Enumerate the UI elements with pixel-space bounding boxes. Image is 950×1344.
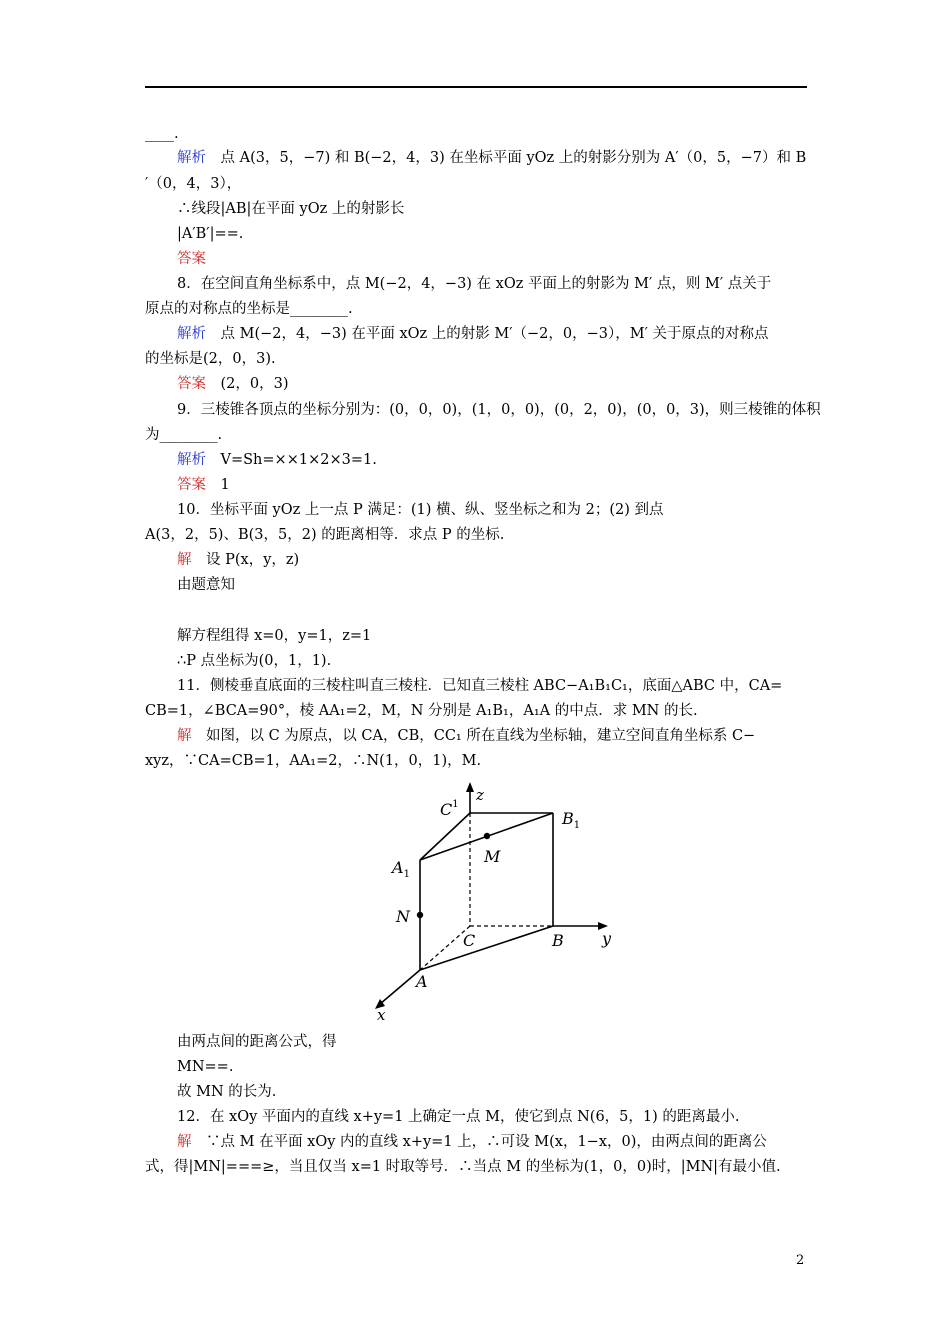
- line-20: ∴P 点坐标为(0，1，1).: [177, 653, 332, 669]
- line-0: ____.: [145, 126, 179, 142]
- line-head: 解: [177, 728, 192, 744]
- line-14: 答案 1: [177, 477, 230, 493]
- label-b: B: [552, 931, 564, 950]
- label-c: C: [463, 931, 476, 950]
- line-head: 解析: [177, 150, 206, 166]
- line-7: 原点的对称点的坐标是________.: [145, 301, 353, 317]
- label-z: z: [476, 786, 484, 804]
- line-19: 解方程组得 x=0，y=1，z=1: [177, 628, 372, 644]
- line-15: 10．坐标平面 yOz 上一点 P 满足：(1) 横、纵、竖坐标之和为 2；(2) 到点: [177, 502, 664, 518]
- page-number: 2: [796, 1253, 805, 1268]
- z-arrow-icon: [466, 782, 474, 792]
- header-rule: [145, 86, 807, 88]
- point-m: [484, 833, 490, 839]
- line-25: 由两点间的距离公式，得: [177, 1034, 337, 1050]
- label-x: x: [377, 1006, 386, 1020]
- line-2: ′（0，4，3），: [145, 176, 242, 192]
- line-1: 解析 点 A(3，5，−7) 和 B(−2，4，3) 在坐标平面 yOz 上的射影分别为 A′（0，5，−7）和 B: [177, 150, 807, 166]
- line-17: 解 设 P(x，y，z): [177, 552, 300, 568]
- label-m: M: [484, 847, 501, 866]
- line-3: ∴线段|AB|在平面 yOz 上的射影长: [177, 201, 405, 217]
- line-13: 解析 V=Sh=××1×2×3=1.: [177, 452, 377, 468]
- prism-figure: [360, 780, 620, 1020]
- line-22: CB=1，∠BCA=90°，棱 AA₁=2，M，N 分别是 A₁B₁，A₁A 的中点．求 MN 的长.: [145, 703, 698, 719]
- label-y: y: [602, 929, 612, 948]
- label-a: A: [416, 972, 428, 991]
- line-head: 解: [177, 1134, 192, 1150]
- line-10: 答案 (2，0，3): [177, 376, 289, 392]
- line-30: 式，得|MN|===≥，当且仅当 x=1 时取等号．∴当点 M 的坐标为(1，0，0)时，|MN|有最小值.: [145, 1159, 781, 1175]
- line-head: 解: [177, 552, 192, 568]
- point-n: [417, 912, 423, 918]
- line-21: 11．侧棱垂直底面的三棱柱叫直三棱柱．已知直三棱柱 ABC−A₁B₁C₁，底面△ABC 中，CA=: [177, 678, 783, 694]
- edge-a-b: [420, 926, 553, 970]
- line-head: 答案: [177, 376, 206, 392]
- line-9: 的坐标是(2，0，3).: [145, 351, 276, 367]
- label-a1: $A_1$: [392, 858, 410, 880]
- line-8: 解析 点 M(−2，4，−3) 在平面 xOz 上的射影 M′（−2，0，−3），M′ 关于原点的对称点: [177, 326, 769, 342]
- label-b1: $B_1$: [562, 809, 581, 831]
- line-18: 由题意知: [177, 577, 235, 593]
- line-head: 解析: [177, 326, 206, 342]
- line-27: 故 MN 的长为.: [177, 1084, 277, 1100]
- label-c1: $C^1$: [440, 799, 459, 819]
- line-16: A(3，2，5)、B(3，5，2) 的距离相等．求点 P 的坐标.: [145, 527, 505, 543]
- line-23: 解 如图，以 C 为原点，以 CA，CB，CC₁ 所在直线为坐标轴，建立空间直角坐标系 C−: [177, 728, 756, 744]
- line-head: 答案: [177, 251, 206, 267]
- line-11: 9．三棱锥各顶点的坐标分别为：(0，0，0)，(1，0，0)，(0，2，0)，(0，0，3)，则三棱锥的体积: [177, 402, 821, 418]
- line-26: MN==.: [177, 1059, 234, 1075]
- x-axis: [380, 970, 420, 1004]
- line-28: 12．在 xOy 平面内的直线 x+y=1 上确定一点 M，使它到点 N(6，5，1) 的距离最小.: [177, 1109, 740, 1125]
- line-5: [177, 249, 206, 269]
- line-29: 解 ∵点 M 在平面 xOy 内的直线 x+y=1 上，∴可设 M(x，1−x，0)，由两点间的距离公: [177, 1134, 767, 1150]
- line-4: |A′B′|==.: [177, 226, 244, 242]
- label-n: N: [396, 907, 410, 926]
- line-24: xyz，∵CA=CB=1，AA₁=2，∴N(1，0，1)，M.: [145, 753, 482, 769]
- line-12: 为________.: [145, 427, 223, 443]
- line-6: 8．在空间直角坐标系中，点 M(−2，4，−3) 在 xOz 平面上的射影为 M′ 点，则 M′ 点关于: [177, 276, 772, 292]
- edge-a1-c1: [420, 813, 470, 860]
- line-head: 解析: [177, 452, 206, 468]
- line-head: 答案: [177, 477, 206, 493]
